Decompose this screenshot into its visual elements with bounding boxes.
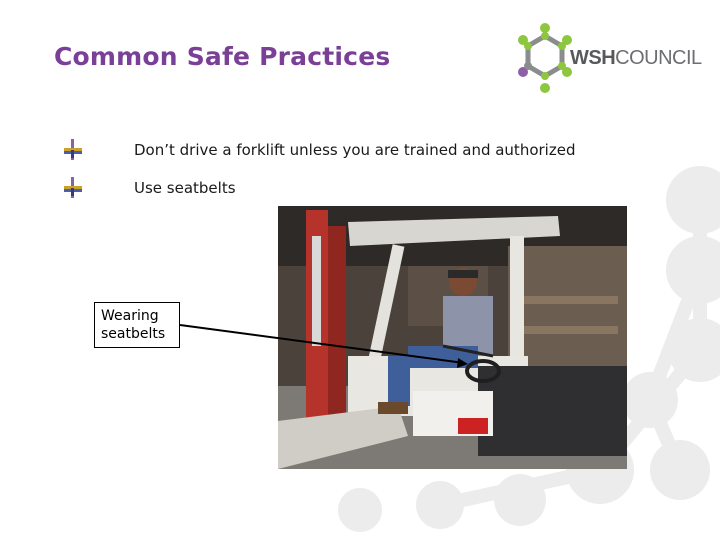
cross-bullet-icon	[62, 138, 84, 162]
bullet-text: Don’t drive a forklift unless you are trained and authorized	[134, 141, 576, 159]
bullet-text: Use seatbelts	[134, 179, 236, 197]
logo-text-regular: COUNCIL	[615, 47, 702, 69]
logo-text-bold: WSH	[570, 47, 616, 69]
callout-line-1: Wearing	[101, 308, 159, 324]
cross-bullet-icon	[62, 176, 84, 200]
forklift-operator-photo	[278, 206, 627, 469]
callout-line-2: seatbelts	[101, 326, 166, 342]
list-item	[62, 176, 662, 200]
list-item	[62, 138, 662, 162]
callout-box	[94, 302, 180, 348]
logo-text	[570, 47, 702, 70]
forklift-photo-illustration	[278, 206, 627, 469]
page-title: Common Safe Practices	[54, 42, 391, 71]
wsh-council-logo	[512, 22, 702, 98]
wsh-council-logo-icon	[512, 22, 578, 98]
